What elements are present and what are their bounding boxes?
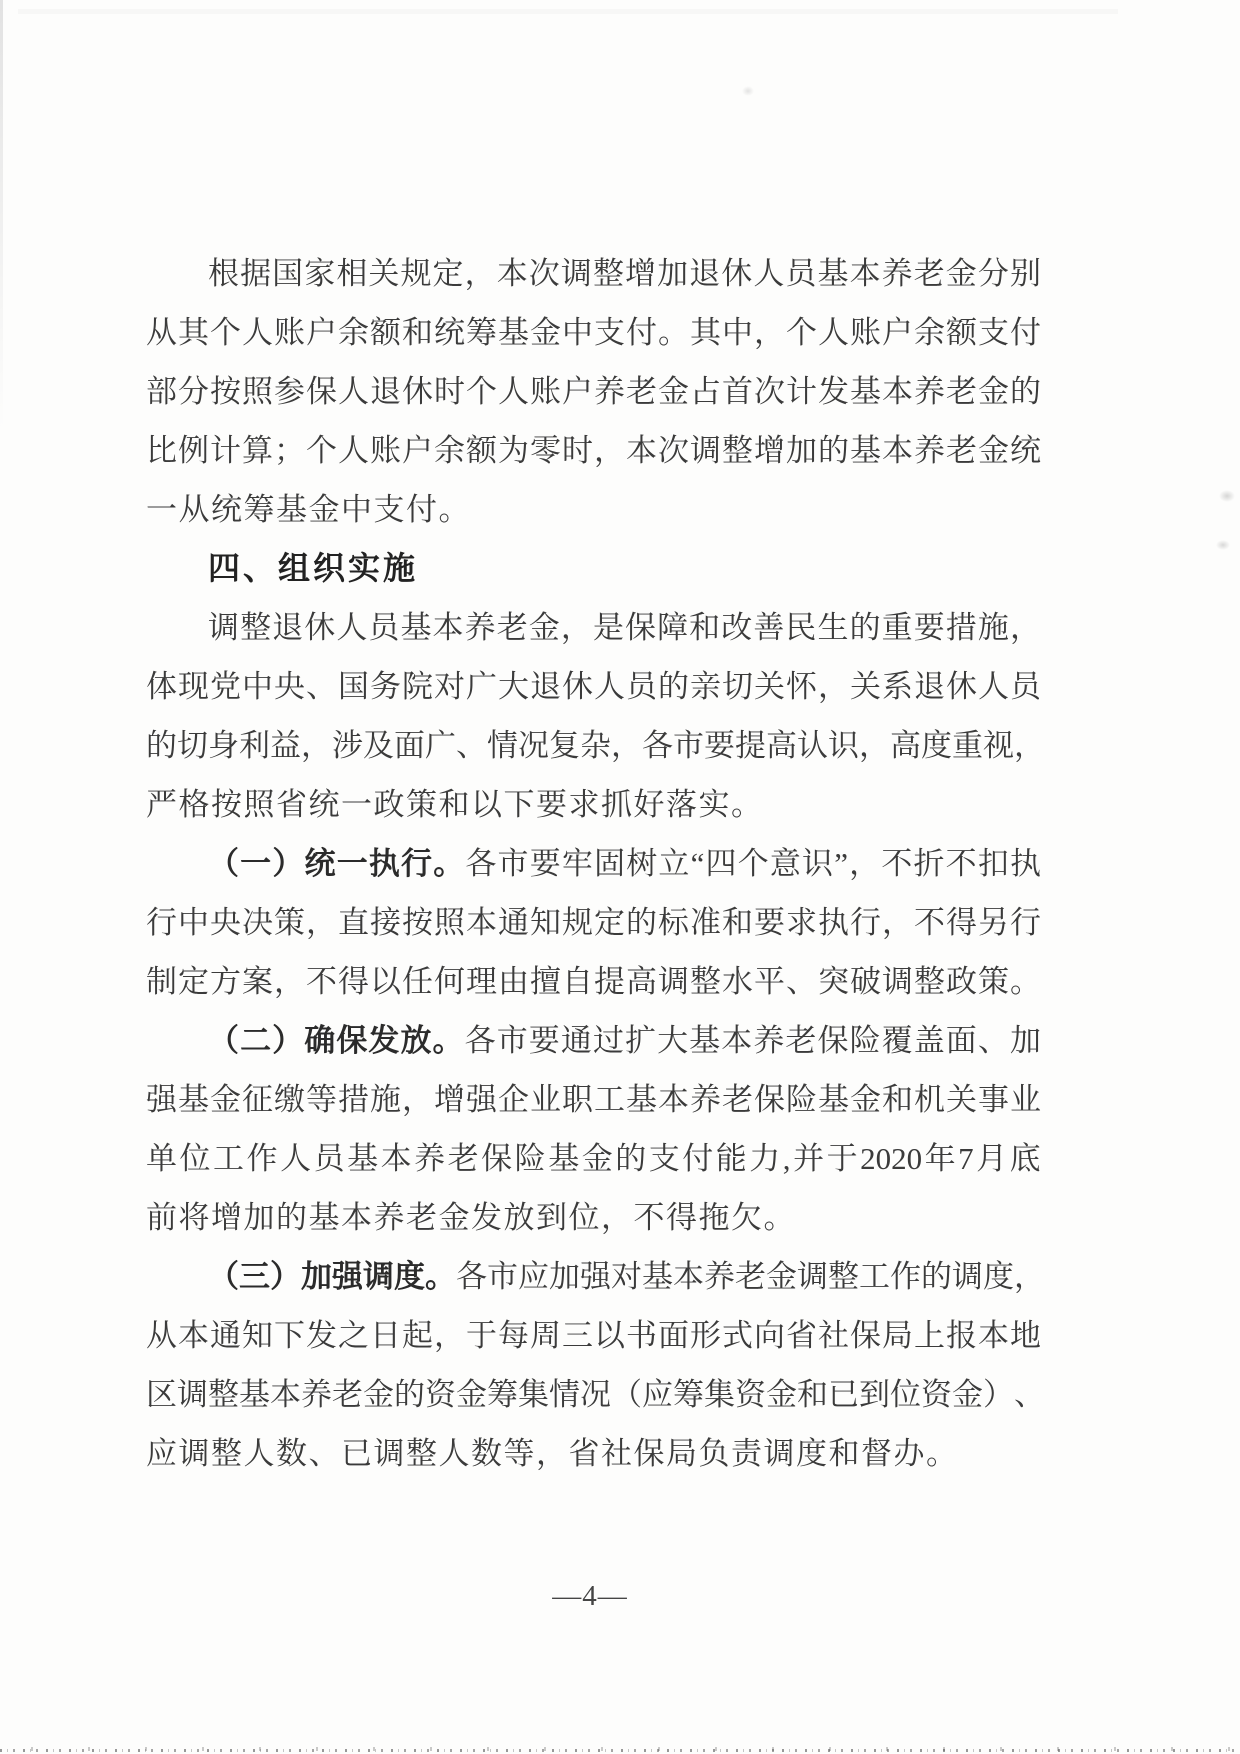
section-heading: 四、组织实施 <box>208 550 419 586</box>
text-line: 制 定 方 案 ， 不 得 以 任 何 理 由 擅 自 提 高 调 整 水 平 、 突 破 调 整 政 策 。 <box>146 964 1041 999</box>
text-line: 强 基 金 征 缴 等 措 施 ， 增 强 企 业 职 工 基 本 养 老 保 险 基 金 和 机 关 事 业 <box>146 1082 1041 1117</box>
text-line: 调 整 退 休 人 员 基 本 养 老 金 ， 是 保 障 和 改 善 民 生 的 重 要 措 施 ， <box>208 610 1041 645</box>
document-lines <box>146 244 1045 1483</box>
scan-artifact-top-band <box>18 9 1118 14</box>
text-line: 应调整人数、已调整人数等，省社保局负责调度和督办。 <box>146 1436 959 1471</box>
scan-smudge <box>1216 540 1230 550</box>
scan-smudge <box>742 86 754 96</box>
text-line: 从 其 个 人 账 户 余 额 和 统 筹 基 金 中 支 付 。 其 中 ， 个 人 账 户 余 额 支 付 <box>146 315 1041 350</box>
text-line: 区 调 整 基 本 养 老 金 的 资 金 筹 集 情 况 （ 应 筹 集 资 金 和 已 到 位 资 金 ） 、 <box>146 1377 1045 1412</box>
page-number: —4— <box>552 1580 628 1612</box>
text-line: 部 分 按 照 参 保 人 退 休 时 个 人 账 户 养 老 金 占 首 次 计 发 基 本 养 老 金 的 <box>146 374 1041 409</box>
text-line: 严格按照省统一政策和以下要求抓好落实。 <box>146 787 764 822</box>
text-line: 根 据 国 家 相 关 规 定 ， 本 次 调 整 增 加 退 休 人 员 基 本 养 老 金 分 别 <box>208 256 1041 291</box>
scan-artifact-left-edge <box>0 0 3 430</box>
text-line: 的 切 身 利 益 ， 涉 及 面 广 、 情 况 复 杂 ， 各 市 要 提 高 认 识 ， 高 度 重 视 ， <box>146 728 1045 763</box>
text-line: 比 例 计 算 ； 个 人 账 户 余 额 为 零 时 ， 本 次 调 整 增 加 的 基 本 养 老 金 统 <box>146 433 1041 468</box>
text-line: 前将增加的基本养老金发放到位，不得拖欠。 <box>146 1200 796 1235</box>
scan-noise-strip <box>0 1746 1240 1753</box>
text-line: 从 本 通 知 下 发 之 日 起 ， 于 每 周 三 以 书 面 形 式 向 省 社 保 局 上 报 本 地 <box>146 1318 1041 1353</box>
text-line: （ 三 ） 加 强 调 度 。 各 市 应 加 强 对 基 本 养 老 金 调 整 工 作 的 调 度 ， <box>208 1259 1045 1294</box>
text-line: 行 中 央 决 策 ， 直 接 按 照 本 通 知 规 定 的 标 准 和 要 求 执 行 ， 不 得 另 行 <box>146 905 1041 940</box>
text-line: （ 一 ） 统 一 执 行 。 各 市 要 牢 固 树 立 “ 四 个 意 识 ” ， 不 折 不 扣 执 <box>208 846 1041 881</box>
scan-smudge <box>1219 490 1235 502</box>
text-line: 单 位 工 作 人 员 基 本 养 老 保 险 基 金 的 支 付 能 力 , 并 于 2020 年 7 月 底 <box>146 1141 1041 1176</box>
text-line: 体 现 党 中 央 、 国 务 院 对 广 大 退 休 人 员 的 亲 切 关 怀 ， 关 系 退 休 人 员 <box>146 669 1041 704</box>
text-line: 一从统筹基金中支付。 <box>146 492 471 527</box>
text-line: （ 二 ） 确 保 发 放 。 各 市 要 通 过 扩 大 基 本 养 老 保 险 覆 盖 面 、 加 <box>208 1023 1041 1058</box>
